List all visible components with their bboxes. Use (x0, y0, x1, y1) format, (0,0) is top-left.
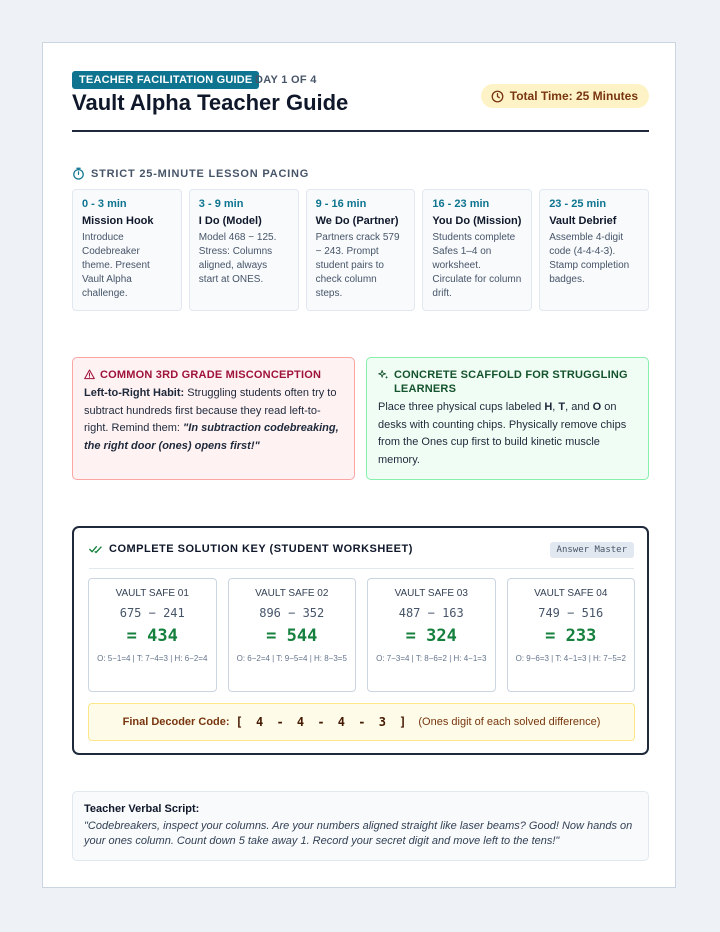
verbal-script-label: Teacher Verbal Script: (84, 803, 200, 815)
phase-card (422, 189, 532, 311)
phase-name: You Do (Mission) (432, 215, 522, 227)
phase-card (72, 189, 182, 311)
final-decoder-label: Final Decoder Code: (122, 716, 230, 728)
phase-card (189, 189, 299, 311)
misconception-title: COMMON 3RD GRADE MISCONCEPTION (100, 369, 322, 381)
safe-problem: 675 − 241 (119, 606, 185, 620)
vault-safe-card (507, 578, 636, 692)
total-time-badge (481, 84, 649, 108)
page-title: Vault Alpha Teacher Guide (72, 90, 349, 115)
vault-safe-card (367, 578, 496, 692)
scaffold-heading (378, 368, 637, 396)
answer-master-tag: Answer Master (550, 542, 634, 558)
safe-name: VAULT SAFE 03 (394, 588, 468, 599)
safe-problem: 896 − 352 (259, 606, 325, 620)
safe-problem: 487 − 163 (398, 606, 464, 620)
scaffold-title: CONCRETE SCAFFOLD FOR STRUGGLING LEARNERS (394, 369, 628, 395)
total-time-text: Total Time: 25 Minutes (509, 89, 638, 103)
guide-page (42, 42, 676, 888)
double-check-icon (89, 544, 103, 554)
solution-key (72, 526, 649, 755)
cup-label-hundreds: H (544, 401, 553, 413)
final-decoder-note: (Ones digit of each solved difference) (418, 716, 601, 728)
scaffold-text: on desks with counting chips. Physically remove chips from the Ones cup first to build kinetic muscle memory. (378, 401, 627, 466)
phase-time: 9 - 16 min (315, 198, 367, 210)
safe-answer: = 324 (405, 626, 457, 646)
misconception-text: Struggling students often try to subtract hundreds first because they read left-to-right. Remind them: (84, 387, 337, 434)
clock-icon (491, 90, 504, 103)
phase-time: 16 - 23 min (432, 198, 490, 210)
misconception-heading (84, 368, 343, 382)
safe-answer: = 544 (266, 626, 318, 646)
phase-description: Assemble 4-digit code (4-4-4-3). Stamp completion badges. (549, 232, 630, 285)
phase-time: 0 - 3 min (82, 198, 127, 210)
cup-label-ones: O (592, 401, 602, 413)
scaffold-text: , (552, 401, 559, 413)
phase-name: Mission Hook (82, 215, 154, 227)
warning-icon (84, 369, 95, 380)
pacing-title: STRICT 25-MINUTE LESSON PACING (91, 167, 310, 180)
phase-name: Vault Debrief (549, 215, 617, 227)
phase-description: Model 468 − 125. Stress: Columns aligned, always start at ONES. (198, 232, 277, 285)
safe-name: VAULT SAFE 04 (534, 588, 608, 599)
safe-name: VAULT SAFE 01 (115, 588, 189, 599)
safe-steps: O: 7−3=4 | T: 8−6=2 | H: 4−1=3 (376, 654, 487, 663)
verbal-script (72, 791, 649, 861)
guide-badge: TEACHER FACILITATION GUIDE (72, 71, 259, 89)
scaffold-card (366, 357, 649, 480)
misconception-quote: "In subtraction codebreaking, the right door (ones) opens first!" (84, 422, 339, 452)
phase-description: Students complete Safes 1–4 on worksheet. Circulate for column drift. (432, 232, 522, 299)
final-decoder-code: [ 4 - 4 - 4 - 3 ] (235, 715, 408, 729)
pacing-heading (72, 167, 309, 180)
phase-time: 3 - 9 min (198, 198, 244, 210)
scaffold-text: Place three physical cups labeled (378, 401, 545, 413)
misconception-body (84, 385, 343, 455)
vault-safe-card (228, 578, 357, 692)
phase-name: We Do (Partner) (315, 215, 399, 227)
pacing-phases (72, 189, 649, 311)
safe-steps: O: 9−6=3 | T: 4−1=3 | H: 7−5=2 (515, 654, 626, 663)
stopwatch-icon (72, 167, 85, 180)
verbal-script-text: "Codebreakers, inspect your columns. Are your numbers aligned straight like laser beams? Good! Now hands on your ones column. Count down 5 take away 1. Record your secret digit and move left to the tens!" (84, 820, 633, 847)
vault-safe-card (88, 578, 217, 692)
solution-key-title: COMPLETE SOLUTION KEY (STUDENT WORKSHEET) (109, 543, 413, 555)
safe-answer: = 233 (545, 626, 597, 646)
cup-label-tens: T (558, 401, 566, 413)
safe-problem: 749 − 516 (538, 606, 604, 620)
sparkles-icon (378, 369, 389, 380)
vault-safes (88, 578, 635, 692)
phase-description: Partners crack 579 − 243. Prompt student pairs to check column steps. (315, 232, 400, 299)
safe-name: VAULT SAFE 02 (255, 588, 329, 599)
day-label: DAY 1 OF 4 (255, 74, 317, 86)
scaffold-text: , and (565, 401, 593, 413)
misconception-card (72, 357, 355, 480)
misconception-lead: Left-to-Right Habit: (84, 387, 185, 399)
phase-card (306, 189, 416, 311)
scaffold-body (378, 399, 637, 469)
phase-name: I Do (Model) (198, 215, 262, 227)
phase-time: 23 - 25 min (549, 198, 607, 210)
divider (89, 568, 634, 569)
safe-steps: O: 6−2=4 | T: 9−5=4 | H: 8−3=5 (236, 654, 347, 663)
page-header (72, 71, 649, 132)
phase-description: Introduce Codebreaker theme. Present Vault Alpha challenge. (82, 232, 150, 299)
phase-card (539, 189, 649, 311)
safe-steps: O: 5−1=4 | T: 7−4=3 | H: 6−2=4 (97, 654, 208, 663)
final-decoder (88, 703, 635, 741)
safe-answer: = 434 (126, 626, 178, 646)
